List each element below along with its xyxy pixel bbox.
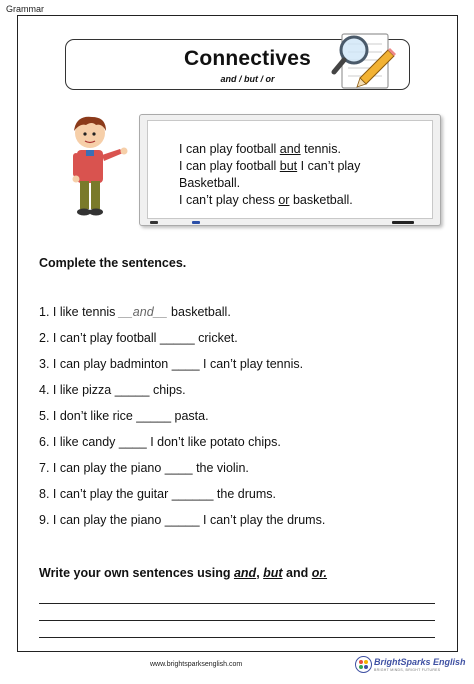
item-text: I can’t play tennis. xyxy=(199,357,304,371)
writing-heading-text: Write your own sentences using xyxy=(39,566,234,580)
board-text: I can’t play xyxy=(297,159,361,173)
item-text: 7. I can play the piano xyxy=(39,461,165,475)
item-text: 1. I like tennis xyxy=(39,305,119,319)
writing-connective-but: but xyxy=(263,566,283,580)
item-example-answer: __and__ xyxy=(118,305,168,319)
item-text: basketball. xyxy=(167,305,231,319)
writing-connective-and: and xyxy=(233,566,257,580)
footer-url[interactable]: www.brightsparksenglish.com xyxy=(150,661,243,668)
item-text: cricket. xyxy=(194,331,238,345)
exercise-item-1 xyxy=(39,305,231,319)
brightsparks-logo xyxy=(355,655,466,675)
page-subtitle: and / but / or xyxy=(220,74,275,84)
item-text: 4. I like pizza xyxy=(39,383,115,397)
logo-tagline: BRIGHT MINDS, BRIGHT FUTURES xyxy=(374,668,441,672)
board-line-4 xyxy=(179,193,353,207)
board-line-2 xyxy=(179,159,360,173)
board-text: Basketball. xyxy=(179,176,241,190)
item-blank[interactable]: ____ xyxy=(171,357,200,371)
worksheet-category: Grammar xyxy=(6,4,44,14)
item-text: 6. I like candy xyxy=(39,435,119,449)
magnifier-pencil-icon xyxy=(330,30,396,96)
item-blank[interactable]: _____ xyxy=(159,331,195,345)
board-text: I can play football xyxy=(179,142,280,156)
board-text: tennis. xyxy=(300,142,341,156)
brightsparks-logo-icon xyxy=(355,656,372,673)
marker-icon xyxy=(150,221,158,224)
exercise-item-4 xyxy=(39,383,186,397)
item-blank[interactable]: ____ xyxy=(164,461,193,475)
boy-illustration xyxy=(62,113,132,219)
exercise-item-8 xyxy=(39,487,276,501)
writing-heading-text: , xyxy=(256,566,264,580)
writing-heading xyxy=(39,566,327,580)
whiteboard-surface xyxy=(147,120,433,219)
board-text: I can play football xyxy=(179,159,280,173)
item-blank[interactable]: ____ xyxy=(118,435,147,449)
item-text: 3. I can play badminton xyxy=(39,357,172,371)
board-line-1 xyxy=(179,142,341,156)
item-text: I can’t play the drums. xyxy=(199,513,326,527)
item-text: the violin. xyxy=(192,461,249,475)
item-text: 9. I can play the piano xyxy=(39,513,165,527)
exercise-item-2 xyxy=(39,331,238,345)
writing-line[interactable] xyxy=(39,620,435,621)
eraser-icon xyxy=(392,221,414,224)
writing-connective-or: or. xyxy=(311,566,328,580)
exercise-item-6 xyxy=(39,435,281,449)
writing-line[interactable] xyxy=(39,637,435,638)
exercise-item-5 xyxy=(39,409,209,423)
chalk-tray xyxy=(148,220,432,224)
exercise-heading: Complete the sentences. xyxy=(39,256,187,270)
writing-line[interactable] xyxy=(39,603,435,604)
board-line-3 xyxy=(179,176,240,190)
exercise-item-7 xyxy=(39,461,249,475)
item-blank[interactable]: ______ xyxy=(171,487,214,501)
item-text: pasta. xyxy=(171,409,209,423)
board-connective: and xyxy=(279,142,301,156)
item-text: I don’t like potato chips. xyxy=(146,435,281,449)
item-text: 2. I can’t play football xyxy=(39,331,160,345)
board-connective: but xyxy=(279,159,298,173)
item-blank[interactable]: _____ xyxy=(114,383,150,397)
item-blank[interactable]: _____ xyxy=(136,409,172,423)
exercise-item-9 xyxy=(39,513,325,527)
item-text: 8. I can’t play the guitar xyxy=(39,487,172,501)
board-text: I can’t play chess xyxy=(179,193,279,207)
logo-name: BrightSparks English xyxy=(374,657,466,667)
board-connective: or xyxy=(278,193,290,207)
item-text: chips. xyxy=(149,383,186,397)
writing-heading-text: and xyxy=(282,566,312,580)
item-blank[interactable]: _____ xyxy=(164,513,200,527)
item-text: 5. I don’t like rice xyxy=(39,409,137,423)
board-text: basketball. xyxy=(289,193,353,207)
marker-icon xyxy=(192,221,200,224)
page-title: Connectives xyxy=(183,47,312,70)
exercise-item-3 xyxy=(39,357,303,371)
item-text: the drums. xyxy=(213,487,276,501)
example-whiteboard xyxy=(139,114,441,226)
